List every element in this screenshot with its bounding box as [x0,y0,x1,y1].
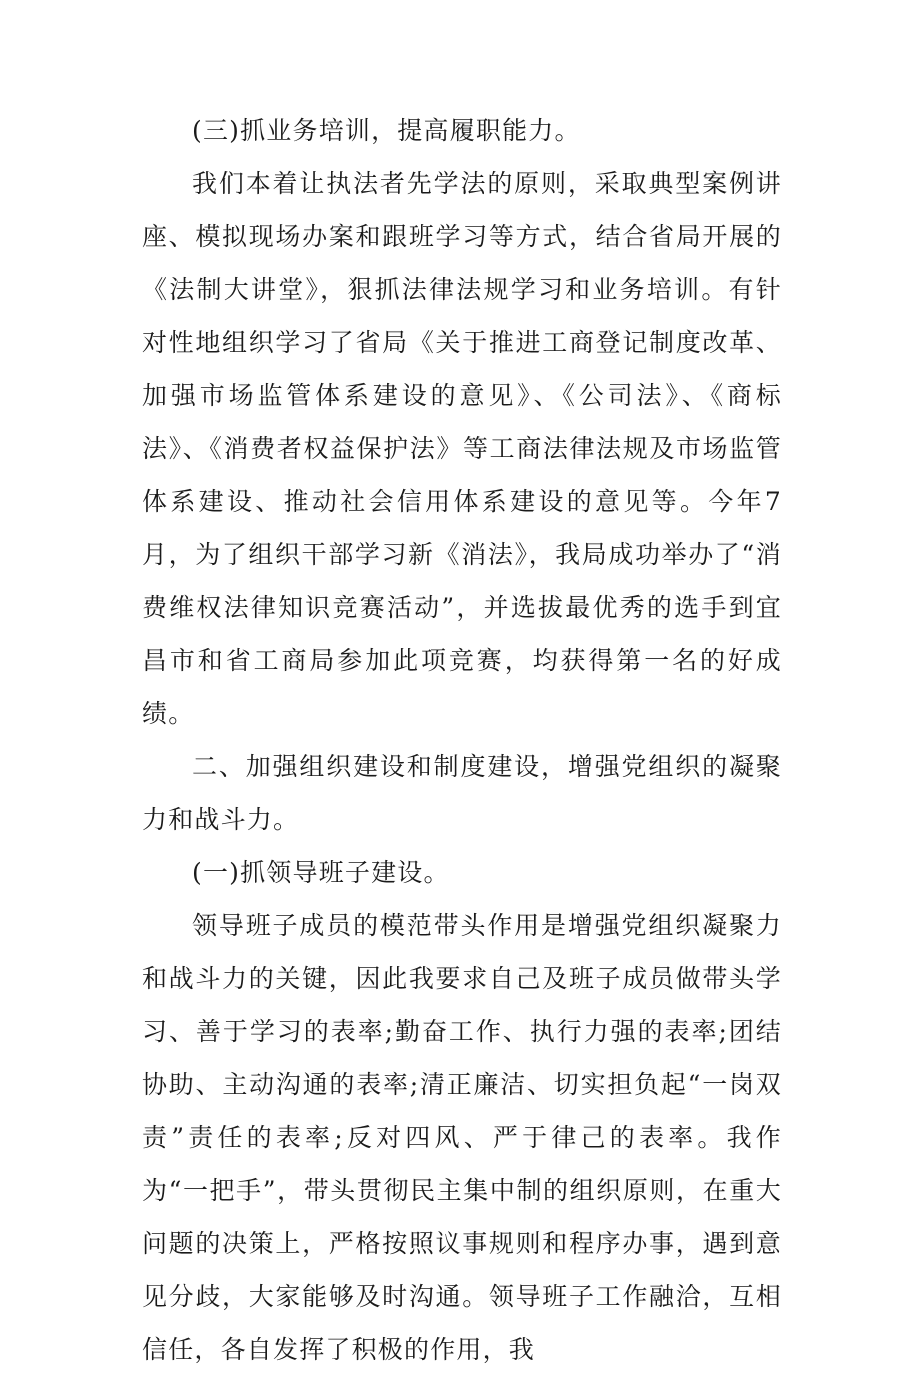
paragraph-leadership: 领导班子成员的模范带头作用是增强党组织凝聚力和战斗力的关键，因此我要求自己及班子成员做带头学习、善于学习的表率;勤奋工作、执行力强的表率;团结协助、主动沟通的表率;清正廉洁、切实担负起“一岗双责”责任的表率;反对四风、严于律己的表率。我作为“一把手”，带头贯彻民主集中制的组织原则，在重大问题的决策上，严格按照议事规则和程序办事，遇到意见分歧，大家能够及时沟通。领导班子工作融洽，互相信任，各自发挥了积极的作用，我 [142,911,782,1364]
paragraph-training: 我们本着让执法者先学法的原则，采取典型案例讲座、模拟现场办案和跟班学习等方式，结合省局开展的《法制大讲堂》，狠抓法律法规学习和业务培训。有针对性地组织学习了省局《关于推进工商登记制度改革、加强市场监管体系建设的意见》、《公司法》、《商标法》、《消费者权益保护法》等工商法律法规及市场监管体系建设、推动社会信用体系建设的意见等。今年7月，为了组织干部学习新《消法》，我局成功举办了“消费维权法律知识竞赛活动”，并选拔最优秀的选手到宜昌市和省工商局参加此项竞赛，均获得第一名的好成绩。 [142,169,782,728]
section-heading-training: (三)抓业务培训，提高履职能力。 [192,116,581,145]
subsection-heading-leadership: (一)抓领导班子建设。 [192,858,450,887]
section-heading-organization: 二、加强组织建设和制度建设，增强党组织的凝聚力和战斗力。 [142,752,782,834]
document-body [142,104,782,1376]
